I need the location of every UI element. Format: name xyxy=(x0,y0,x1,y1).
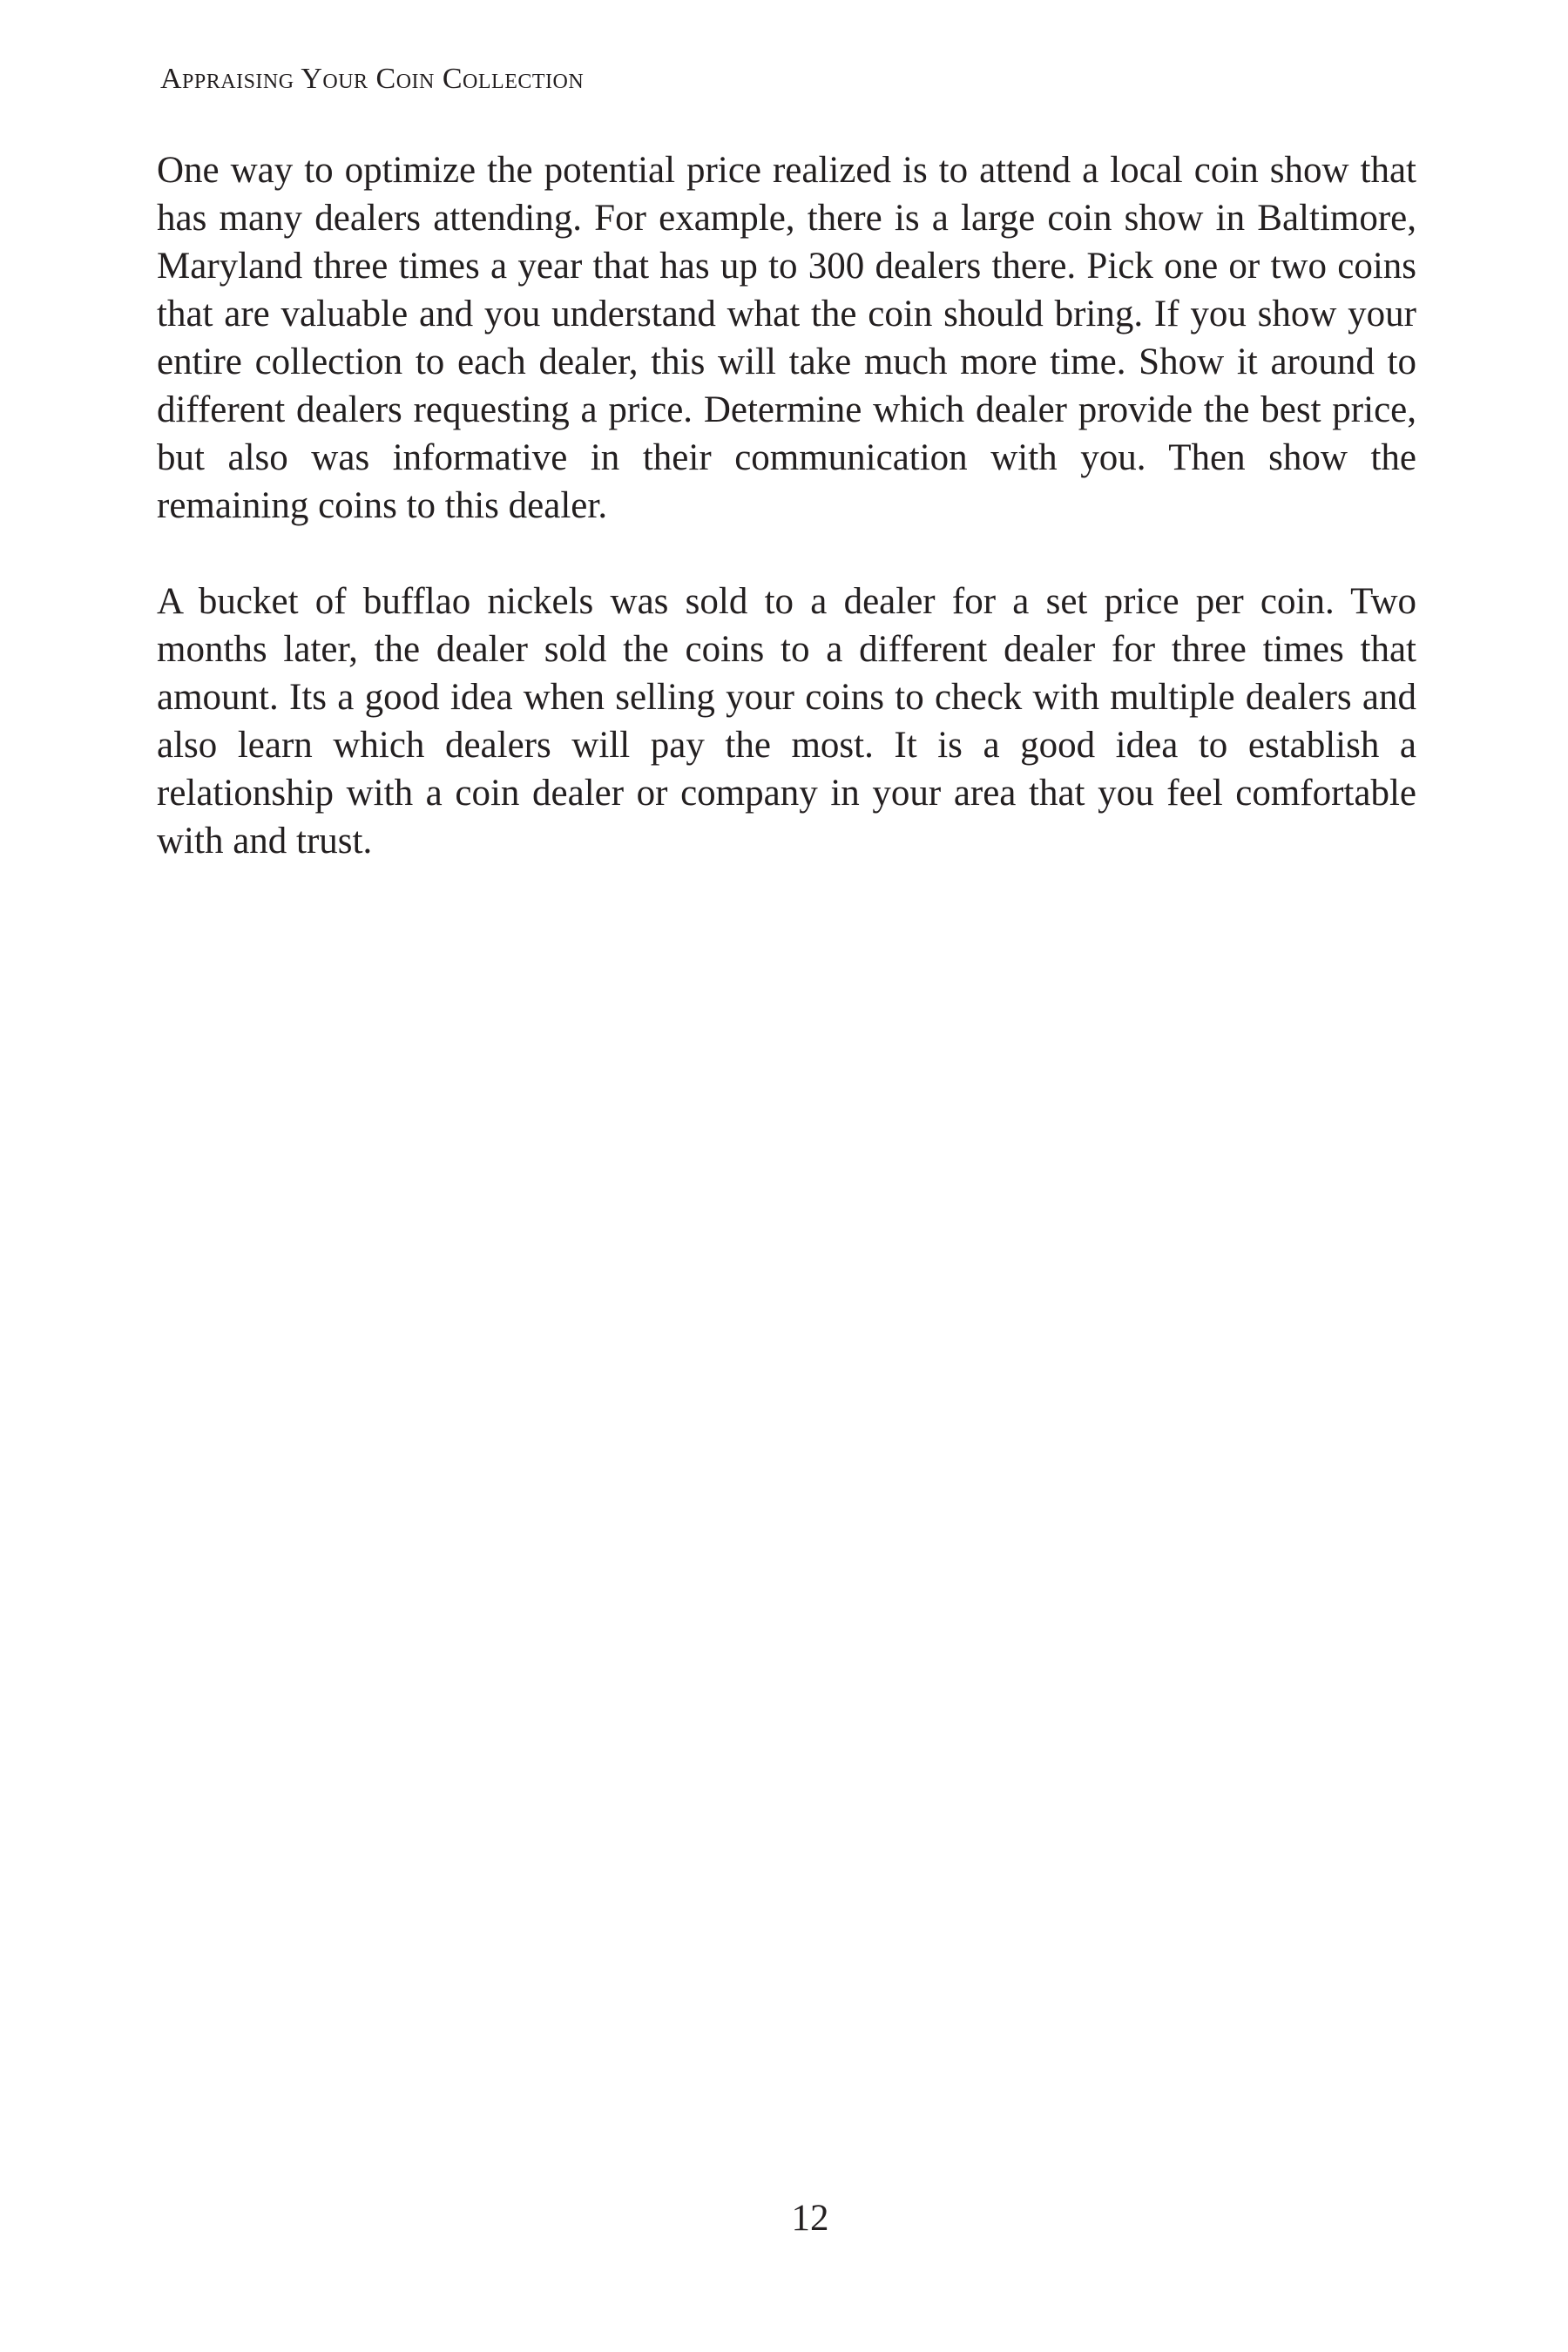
paragraph-buffalo-nickels: A bucket of bufflao nickels was sold to a dealer for a set price per coin. Two months later, the dealer sold the coins to a different dealer for three times that amount. Its a good idea when selling your coins to check with multiple dealers and also learn which dealers will pay the most. It is a good idea to establish a relationship with a coin dealer or company in your area that you feel comfortable with and trust. xyxy=(157,581,1416,862)
paragraph-coin-show: One way to optimize the potential price realized is to attend a local coin show that has many dealers attending. For example, there is a large coin show in Baltimore, Maryland three times a year that has up to 300 dealers there. Pick one or two coins that are valuable and you understand what the coin should bring. If you show your entire collection to each dealer, this will take much more time. Show it around to different dealers requesting a price. Determine which dealer provide the best price, but also was informative in their communication with you. Then show the remaining coins to this dealer. xyxy=(157,150,1416,526)
page-number: 12 xyxy=(791,2198,829,2239)
running-head: Appraising Your Coin Collection xyxy=(160,63,585,95)
body-text xyxy=(157,146,1416,865)
